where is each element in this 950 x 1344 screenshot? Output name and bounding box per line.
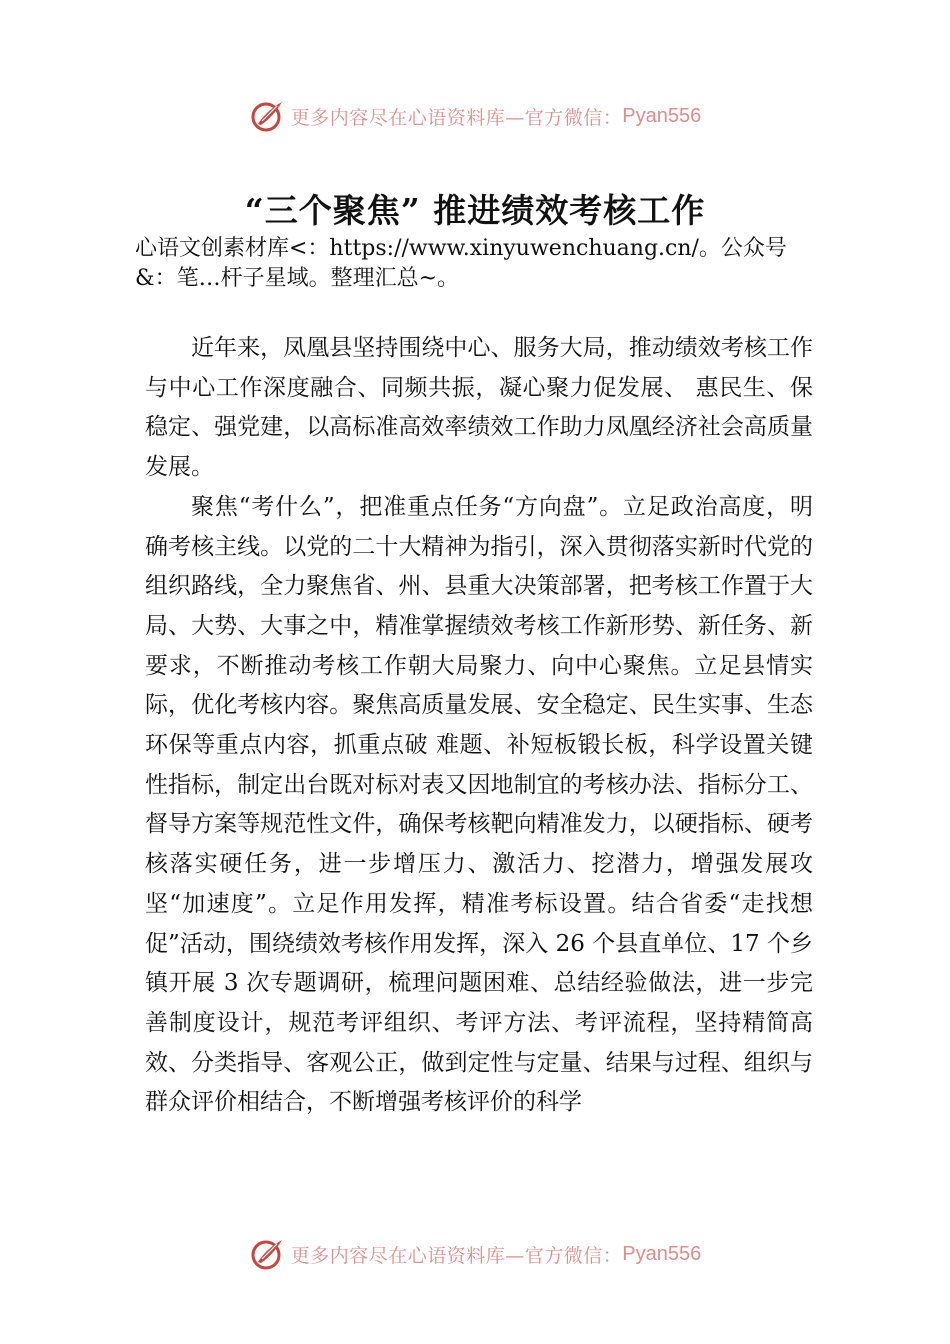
footer-banner xyxy=(0,1232,950,1276)
banner-text: 更多内容尽在心语资料库—官方微信： xyxy=(290,106,623,129)
document-title: “三个聚焦” 推进绩效考核工作 xyxy=(244,191,706,230)
quill-logo-icon xyxy=(249,1236,285,1272)
source-line: 心语文创素材库<：https://www.xinyuwenchuang.cn/。公众号&：笔…杆子星域。整理汇总~。 xyxy=(135,236,787,291)
paragraph: 近年来，凤凰县坚持围绕中心、服务大局，推动绩效考核工作与中心工作深度融合、同频共振，凝心聚力促发展、 惠民生、保稳定、强党建，以高标准高效率绩效工作助力凤凰经济社会高质量发展。 xyxy=(145,335,813,481)
wechat-id: Pyan556 xyxy=(622,1242,702,1265)
document-body xyxy=(145,329,813,1123)
banner-text: 更多内容尽在心语资料库—官方微信： xyxy=(290,1244,623,1267)
wechat-id: Pyan556 xyxy=(622,104,702,127)
paragraph: 聚焦“考什么”，把准重点任务“方向盘”。立足政治高度，明确考核主线。以党的二十大精神为指引，深入贯彻落实新时代党的组织路线，全力聚焦省、州、县重大决策部署，把考核工作置于大局、大势、大事之中，精准掌握绩效考核工作新形势、新任务、新要求，不断推动考核工作朝大局聚力、向中心聚焦。立足县情实际，优化考核内容。聚焦高质量发展、安全稳定、民生实事、生态环保等重点内容，抓重点破 难题、补短板锻长板，科学设置关键性指标，制定出台既对标对表又因地制宜的考核办法、指标分工、督导方案等规范性文件，确保考核靶向精准发力，以硬指标、硬考核落实硬任务，进一步增压力、激活力、挖潜力，增强发展攻坚“加速度”。立足作用发挥，精准考标设置。结合省委“走找想促”活动，围绕绩效考核作用发挥，深入 26 个县直单位、17 个乡镇开展 3 次专题调研，梳理问题困难、总结经验做法，进一步完善制度设计，规范考评组织、考评方法、考评流程，坚持精简高效、分类指导、客观公正，做到定性与定量、结果与过程、组织与群众评价相结合，不断增强考核评价的科学 xyxy=(145,493,813,1116)
header-banner xyxy=(0,94,950,138)
quill-logo-icon xyxy=(249,98,285,134)
